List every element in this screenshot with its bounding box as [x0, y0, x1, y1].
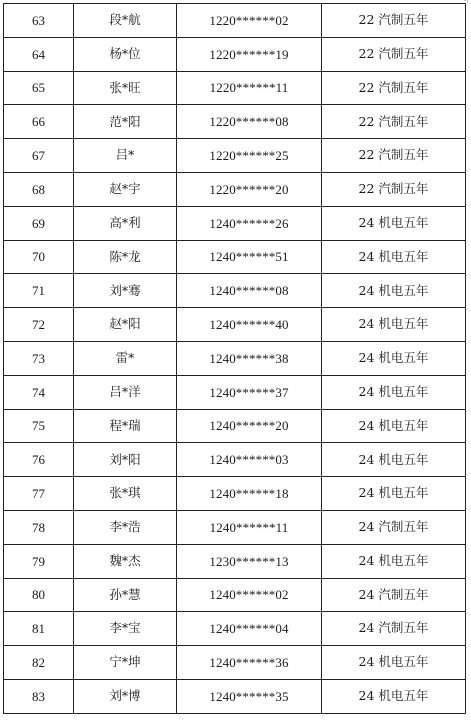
student-id-cell: 1240******37	[177, 375, 322, 409]
table-row	[4, 274, 466, 308]
table-row	[4, 206, 466, 240]
student-name-cell: 李*宝	[74, 612, 177, 646]
table-row	[4, 679, 466, 713]
student-name-cell: 吕*洋	[74, 375, 177, 409]
class-cell: 24 汽制五年	[322, 612, 466, 646]
table-row	[4, 172, 466, 206]
student-name-cell: 杨*位	[74, 37, 177, 71]
class-cell: 24 机电五年	[322, 341, 466, 375]
row-number-cell: 78	[4, 510, 74, 544]
table-row	[4, 477, 466, 511]
student-name-cell: 张*旺	[74, 71, 177, 105]
table-row	[4, 578, 466, 612]
student-id-cell: 1240******36	[177, 646, 322, 680]
student-name-cell: 程*瑞	[74, 409, 177, 443]
row-number-cell: 82	[4, 646, 74, 680]
student-id-cell: 1240******02	[177, 578, 322, 612]
table-row	[4, 409, 466, 443]
row-number-cell: 67	[4, 139, 74, 173]
row-number-cell: 73	[4, 341, 74, 375]
class-cell: 24 机电五年	[322, 679, 466, 713]
row-number-cell: 75	[4, 409, 74, 443]
student-id-cell: 1240******40	[177, 308, 322, 342]
student-id-cell: 1220******20	[177, 172, 322, 206]
student-name-cell: 李*浩	[74, 510, 177, 544]
student-name-cell: 赵*阳	[74, 308, 177, 342]
student-name-cell: 高*利	[74, 206, 177, 240]
class-cell: 22 汽制五年	[322, 139, 466, 173]
student-name-cell: 孙*慧	[74, 578, 177, 612]
student-name-cell: 雷*	[74, 341, 177, 375]
class-cell: 22 汽制五年	[322, 105, 466, 139]
student-id-cell: 1240******04	[177, 612, 322, 646]
table-row	[4, 37, 466, 71]
table-row	[4, 139, 466, 173]
table-row	[4, 510, 466, 544]
student-id-cell: 1240******11	[177, 510, 322, 544]
row-number-cell: 69	[4, 206, 74, 240]
document-page	[3, 3, 465, 713]
student-name-cell: 宁*坤	[74, 646, 177, 680]
student-id-cell: 1240******26	[177, 206, 322, 240]
row-number-cell: 66	[4, 105, 74, 139]
table-row	[4, 646, 466, 680]
table-row	[4, 612, 466, 646]
class-cell: 22 汽制五年	[322, 71, 466, 105]
student-id-cell: 1220******19	[177, 37, 322, 71]
row-number-cell: 72	[4, 308, 74, 342]
table-row	[4, 71, 466, 105]
student-name-cell: 刘*阳	[74, 443, 177, 477]
row-number-cell: 74	[4, 375, 74, 409]
student-id-cell: 1240******08	[177, 274, 322, 308]
class-cell: 24 机电五年	[322, 375, 466, 409]
table-row	[4, 544, 466, 578]
student-id-cell: 1220******02	[177, 4, 322, 38]
class-cell: 22 汽制五年	[322, 4, 466, 38]
table-row	[4, 240, 466, 274]
row-number-cell: 83	[4, 679, 74, 713]
row-number-cell: 81	[4, 612, 74, 646]
class-cell: 24 机电五年	[322, 240, 466, 274]
student-name-cell: 陈*龙	[74, 240, 177, 274]
page-corner-mark	[464, 0, 468, 4]
student-id-cell: 1240******51	[177, 240, 322, 274]
row-number-cell: 71	[4, 274, 74, 308]
table-row	[4, 308, 466, 342]
class-cell: 24 机电五年	[322, 544, 466, 578]
row-number-cell: 76	[4, 443, 74, 477]
student-id-cell: 1240******20	[177, 409, 322, 443]
class-cell: 24 机电五年	[322, 308, 466, 342]
row-number-cell: 77	[4, 477, 74, 511]
row-number-cell: 79	[4, 544, 74, 578]
class-cell: 22 汽制五年	[322, 172, 466, 206]
student-name-cell: 张*琪	[74, 477, 177, 511]
class-cell: 24 机电五年	[322, 274, 466, 308]
student-id-cell: 1240******18	[177, 477, 322, 511]
student-id-cell: 1240******35	[177, 679, 322, 713]
table-row	[4, 341, 466, 375]
class-cell: 24 机电五年	[322, 409, 466, 443]
student-name-cell: 刘*博	[74, 679, 177, 713]
student-name-cell: 吕*	[74, 139, 177, 173]
student-id-cell: 1220******11	[177, 71, 322, 105]
table-row	[4, 105, 466, 139]
student-id-cell: 1230******13	[177, 544, 322, 578]
row-number-cell: 80	[4, 578, 74, 612]
student-id-cell: 1240******03	[177, 443, 322, 477]
class-cell: 24 机电五年	[322, 646, 466, 680]
table-row	[4, 443, 466, 477]
class-cell: 24 机电五年	[322, 443, 466, 477]
class-cell: 24 汽制五年	[322, 510, 466, 544]
table-row	[4, 375, 466, 409]
row-number-cell: 70	[4, 240, 74, 274]
row-number-cell: 65	[4, 71, 74, 105]
class-cell: 24 机电五年	[322, 477, 466, 511]
row-number-cell: 64	[4, 37, 74, 71]
class-cell: 22 汽制五年	[322, 37, 466, 71]
table-row	[4, 4, 466, 38]
student-list-table	[3, 3, 466, 714]
student-name-cell: 刘*骞	[74, 274, 177, 308]
class-cell: 24 汽制五年	[322, 578, 466, 612]
student-id-cell: 1240******38	[177, 341, 322, 375]
row-number-cell: 63	[4, 4, 74, 38]
student-name-cell: 范*阳	[74, 105, 177, 139]
student-name-cell: 段*航	[74, 4, 177, 38]
class-cell: 24 机电五年	[322, 206, 466, 240]
student-id-cell: 1220******08	[177, 105, 322, 139]
row-number-cell: 68	[4, 172, 74, 206]
student-id-cell: 1220******25	[177, 139, 322, 173]
student-name-cell: 赵*宇	[74, 172, 177, 206]
student-name-cell: 魏*杰	[74, 544, 177, 578]
